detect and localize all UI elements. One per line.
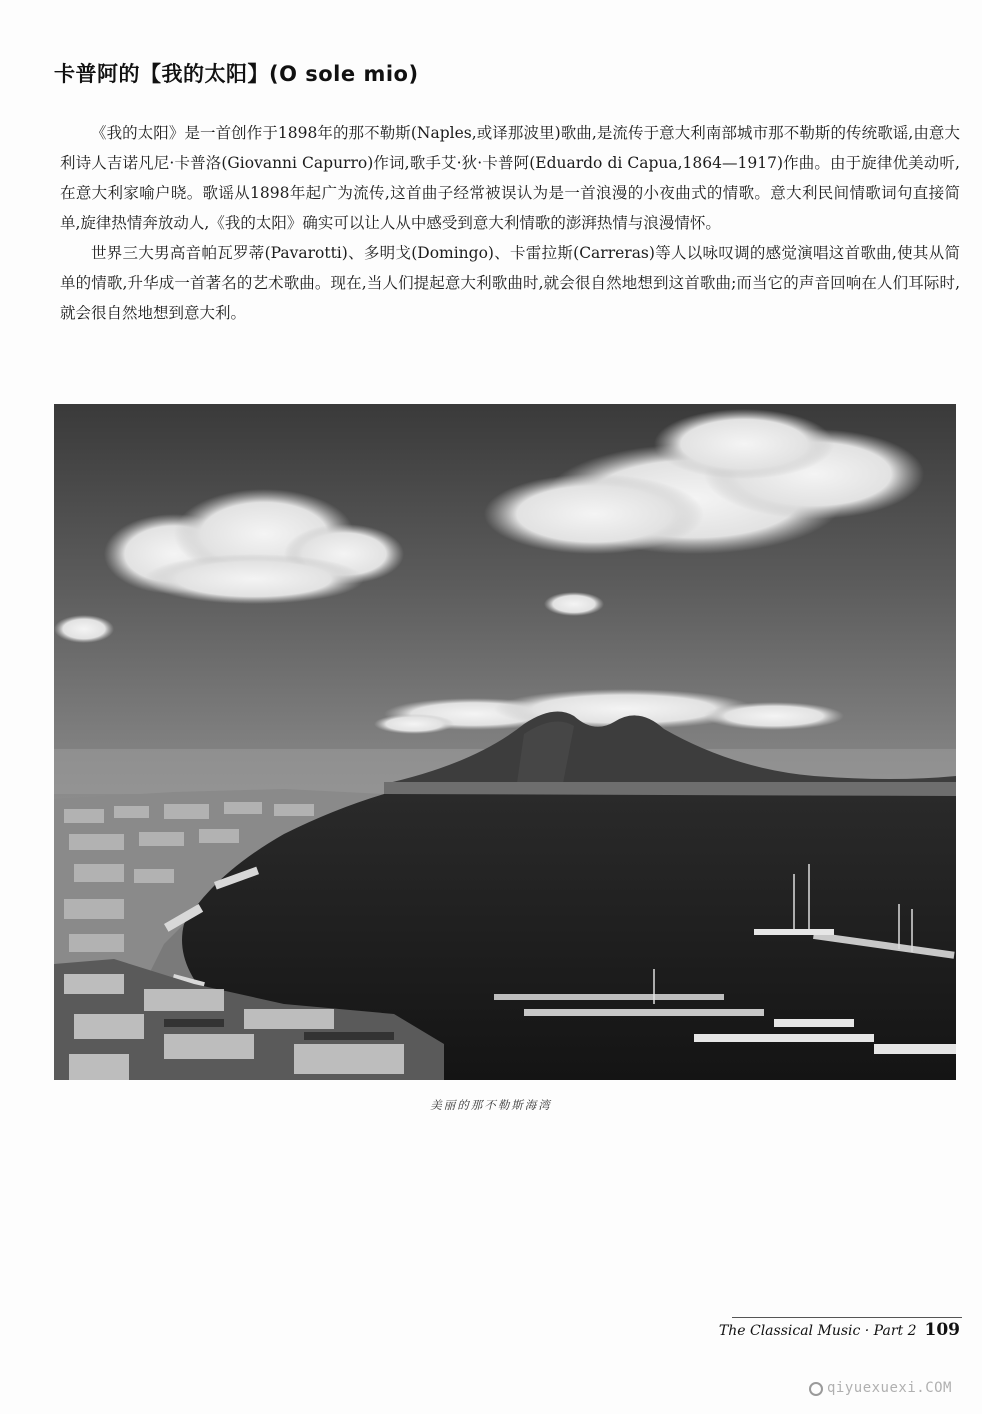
page-number: 109 <box>924 1320 960 1340</box>
photo-caption: 美丽的那不勒斯海湾 <box>430 1098 552 1112</box>
naples-bay-photo <box>54 404 956 1080</box>
article-title: 卡普阿的【我的太阳】(O sole mio) <box>54 62 419 86</box>
photo-illustration <box>54 404 956 1080</box>
footer-rule <box>732 1317 962 1318</box>
article-body <box>60 118 960 328</box>
page-footer <box>719 1320 960 1340</box>
watermark-logo-icon <box>809 1382 823 1396</box>
paragraph-2: 世界三大男高音帕瓦罗蒂(Pavarotti)、多明戈(Domingo)、卡雷拉斯(Carreras)等人以咏叹调的感觉演唱这首歌曲,使其从简单的情歌,升华成一首著名的艺术歌曲。现在,当人们提起意大利歌曲时,就会很自然地想到这首歌曲;而当它的声音回响在人们耳际时,就会很自然地想到意大利。 <box>60 244 960 322</box>
paragraph-1: 《我的太阳》是一首创作于1898年的那不勒斯(Naples,或译那波里)歌曲,是流传于意大利南部城市那不勒斯的传统歌谣,由意大利诗人吉诺凡尼·卡普洛(Giovanni Capurro)作词,歌手艾·狄·卡普阿(Eduardo di Capua,1864—1917)作曲。由于旋律优美动听,在意大利家喻户晓。歌谣从1898年起广为流传,这首曲子经常被误认为是一首浪漫的小夜曲式的情歌。意大利民间情歌词句直接简单,旋律热情奔放动人,《我的太阳》确实可以让人从中感受到意大利情歌的澎湃热情与浪漫情怀。 <box>60 124 960 232</box>
site-watermark <box>809 1380 952 1396</box>
series-title: The Classical Music · Part 2 <box>718 1323 917 1339</box>
watermark-text: qiyuexuexi.COM <box>826 1380 952 1396</box>
